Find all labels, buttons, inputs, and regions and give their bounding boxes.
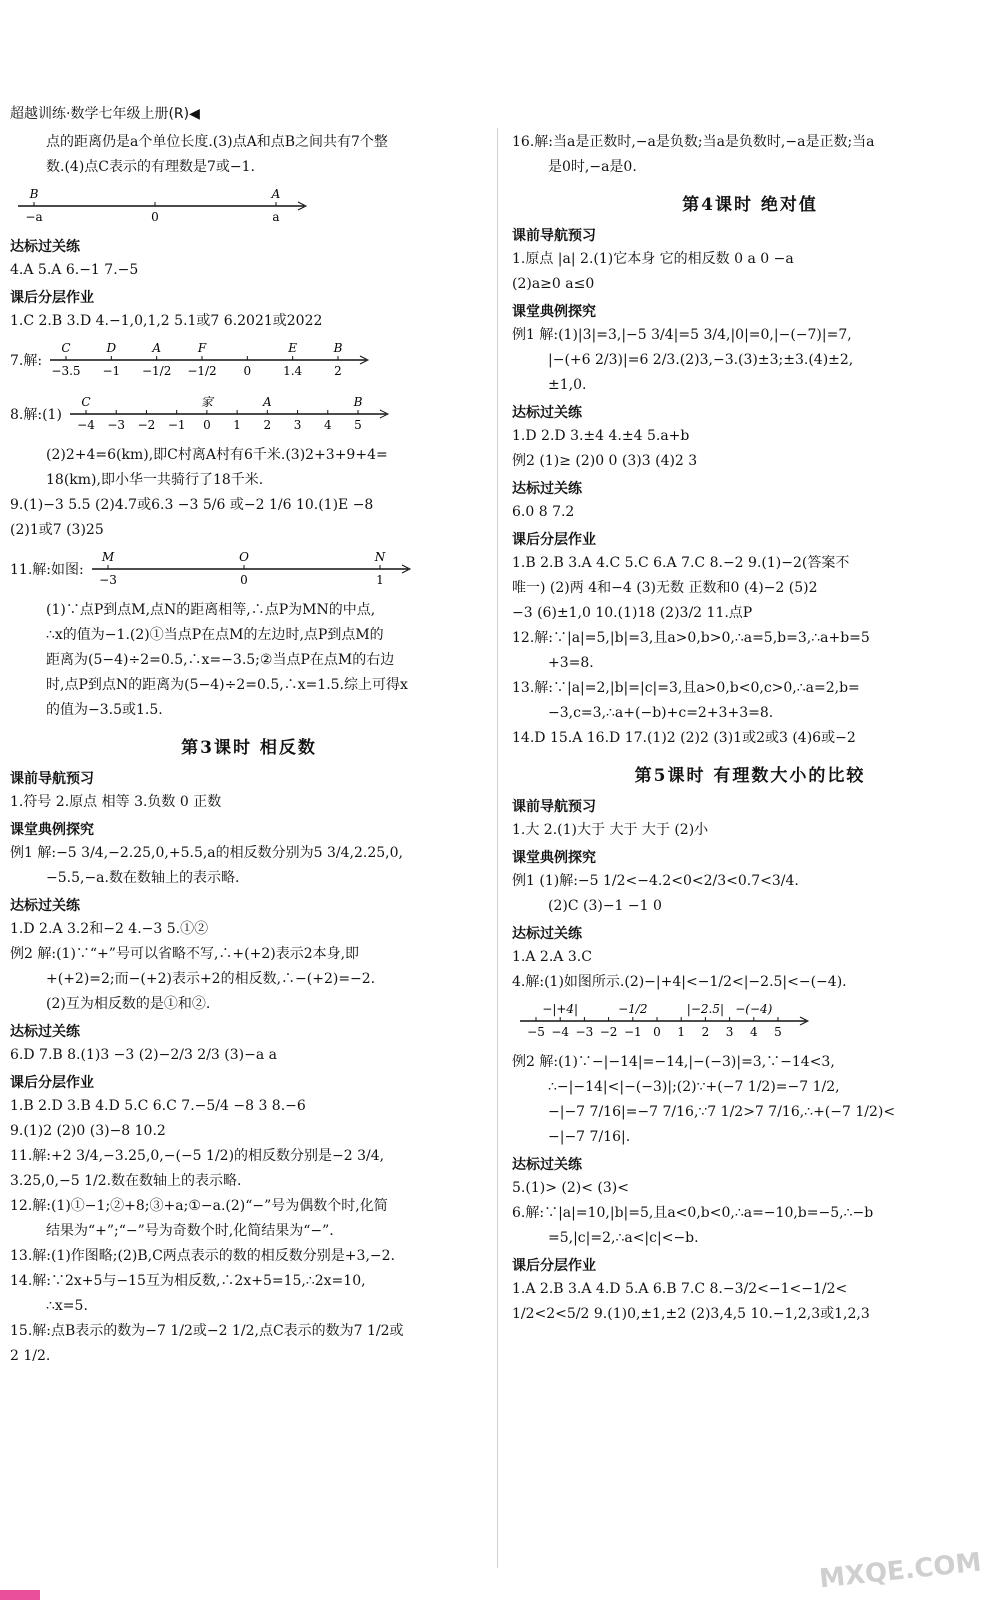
answer-line: ∴−|−14|<|−(−3)|;(2)∵+(−7 1/2)=−7 1/2, (548, 1079, 840, 1095)
answer-line: 例2 解:(1)∵−|−14|=−14,|−(−3)|=3,∵−14<3, (512, 1054, 835, 1070)
answer-line: (1)∵点P到点M,点N的距离相等,∴点P为MN的中点, (46, 602, 376, 618)
answer-line: 1.A 2.B 3.A 4.D 5.A 6.B 7.C 8.−3/2<−1<−1/2< (512, 1281, 848, 1297)
answer-line: ∴x=5. (46, 1298, 88, 1314)
number-line-tick-label: −4 (551, 1025, 570, 1039)
answer-line: 15.解:点B表示的数为−7 1/2或−2 1/2,点C表示的数为7 1/2或 (10, 1323, 404, 1339)
number-line-point-label: −|+4| (542, 1002, 579, 1016)
answer-line: 4.A 5.A 6.−1 7.−5 (10, 262, 139, 278)
number-line-tick-label: −3 (107, 418, 125, 432)
section-heading: 达标过关练 (10, 239, 80, 255)
answer-line: 9.(1)−3 5.5 (2)4.7或6.3 −3 5/6 或−2 1/6 10.(1)E −8 (10, 497, 374, 513)
answer-line: 时,点P到点N的距离为(5−4)÷2=0.5,∴x=1.5.综上可得x (46, 677, 408, 693)
number-line-tick-label: −3.5 (51, 364, 81, 378)
answer-line: −3,c=3,∴a+(−b)+c=2+3+3=8. (548, 705, 774, 721)
right-column (512, 128, 988, 1328)
answer-line: 16.解:当a是正数时,−a是负数;当a是负数时,−a是正数;当a (512, 134, 875, 150)
section-heading: 达标过关练 (10, 1024, 80, 1040)
answer-line: +3=8. (548, 655, 594, 671)
number-line-tick-label: −1/2 (142, 364, 172, 378)
number-line-tick-label: −2 (137, 418, 156, 432)
page-header: 超越训练·数学七年级上册(R)◀ (10, 106, 200, 122)
number-line-tick-label: −3 (98, 573, 117, 587)
number-line-tick-label: 0 (151, 210, 159, 224)
answer-line: 1.C 2.B 3.D 4.−1,0,1,2 5.1或7 6.2021或2022 (10, 313, 323, 329)
number-line-point-label: E (288, 341, 298, 355)
number-line-tick-label: 0 (202, 418, 211, 432)
number-line-point-label: N (374, 550, 385, 564)
number-line (512, 997, 988, 1045)
number-line-tick-label: −5 (527, 1025, 545, 1039)
number-line-tick-label: 1.4 (283, 364, 303, 378)
answer-line: ∴x的值为−1.(2)①当点P在点M的左边时,点P到点M的 (46, 627, 384, 643)
number-line-point-label: F (197, 341, 207, 355)
answer-line: =5,|c|=2,∴a<|c|<−b. (548, 1230, 699, 1246)
answer-line: (2)a≥0 a≤0 (512, 276, 595, 292)
number-line-tick-label: −1 (623, 1025, 642, 1039)
number-line-point-label: B (353, 395, 363, 409)
answer-line: −|−7 7/16|. (548, 1129, 631, 1145)
lesson-title: 第5课时 有理数大小的比较 (634, 766, 866, 786)
number-line (10, 336, 488, 384)
answer-line: (2)1或7 (3)25 (10, 522, 104, 538)
number-line-svg (512, 997, 812, 1045)
section-heading: 达标过关练 (512, 481, 582, 497)
section-heading: 达标过关练 (512, 926, 582, 942)
number-line-tick-label: 0 (239, 573, 248, 587)
watermark-logo: MXQE.COM (818, 1547, 984, 1595)
answer-line: 例2 解:(1)∵“+”号可以省略不写,∴+(+2)表示2本身,即 (10, 946, 360, 962)
number-line-tick-label: −2 (599, 1025, 618, 1039)
section-heading: 课后分层作业 (10, 290, 94, 306)
number-line-tick-label: 5 (774, 1025, 782, 1039)
answer-line: 5.(1)> (2)< (3)< (512, 1180, 629, 1196)
section-heading: 课后分层作业 (512, 1258, 596, 1274)
number-line-tick-label: 1 (375, 573, 384, 587)
section-heading: 课后分层作业 (10, 1075, 94, 1091)
answer-line: 13.解:(1)作图略;(2)B,C两点表示的数的相反数分别是+3,−2. (10, 1248, 395, 1264)
number-line-svg (10, 182, 310, 230)
number-line-point-label: B (29, 187, 39, 201)
answer-line: (2)2+4=6(km),即C村离A村有6千米.(3)2+3+9+4= (46, 447, 388, 463)
answer-line: 数.(4)点C表示的有理数是7或−1. (46, 159, 255, 175)
answer-line: 1.B 2.D 3.B 4.D 5.C 6.C 7.−5/4 −8 3 8.−6 (10, 1098, 306, 1114)
number-line-tick-label: 4 (749, 1025, 758, 1039)
number-line-point-label: A (152, 341, 162, 355)
answer-line: 例1 解:(1)|3|=3,|−5 3/4|=5 3/4,|0|=0,|−(−7)|=7, (512, 327, 852, 343)
answer-line: 例2 (1)≥ (2)0 0 (3)3 (4)2 3 (512, 453, 698, 469)
answer-line: 4.解:(1)如图所示.(2)−|+4|<−1/2<|−2.5|<−(−4). (512, 974, 847, 990)
answer-line: 例1 解:−5 3/4,−2.25,0,+5.5,a的相反数分别为5 3/4,2.25,0, (10, 845, 403, 861)
answer-line: 点的距离仍是a个单位长度.(3)点A和点B之间共有7个整 (46, 134, 388, 150)
number-line-point-label: B (333, 341, 343, 355)
number-line-prefix: 11.解:如图: (10, 562, 84, 578)
number-line (10, 545, 488, 593)
number-line-tick-label: 2 (701, 1025, 710, 1039)
number-line-tick-label: 1 (233, 418, 241, 432)
number-line-tick-label: 0 (243, 364, 252, 378)
number-line-tick-label: 3 (293, 418, 302, 432)
answer-line: ±1,0. (548, 377, 587, 393)
answer-line: 12.解:∵|a|=5,|b|=3,且a>0,b>0,∴a=5,b=3,∴a+b=5 (512, 630, 870, 646)
answer-line: |−(+6 2/3)|=6 2/3.(2)3,−3.(3)±3;±3.(4)±2, (548, 352, 854, 368)
number-line-svg (84, 545, 414, 593)
number-line (10, 390, 488, 438)
answer-line: 1.D 2.D 3.±4 4.±4 5.a+b (512, 428, 690, 444)
answer-line: −|−7 7/16|=−7 7/16,∵7 1/2>7 7/16,∴+(−7 1/2)< (548, 1104, 896, 1120)
number-line-point-label: A (271, 187, 281, 201)
answer-line: (2)互为相反数的是①和②. (46, 996, 211, 1012)
number-line-point-label: C (81, 395, 91, 409)
number-line (10, 182, 488, 230)
answer-line: −5.5,−a.数在数轴上的表示略. (46, 870, 240, 886)
number-line-point-label: M (101, 550, 114, 564)
number-line-point-label: O (238, 550, 249, 564)
number-line-svg (42, 336, 372, 384)
number-line-prefix: 7.解: (10, 353, 43, 369)
answer-line: 6.解:∵|a|=10,|b|=5,且a<0,b<0,∴a=−10,b=−5,∴−b (512, 1205, 874, 1221)
answer-line: (2)C (3)−1 −1 0 (548, 898, 662, 914)
section-heading: 课前导航预习 (10, 771, 94, 787)
answer-line: 结果为“+”;“−”号为奇数个时,化简结果为“−”. (46, 1223, 334, 1239)
section-heading: 达标过关练 (512, 1157, 582, 1173)
number-line-tick-label: 5 (354, 418, 362, 432)
answer-line: −3 (6)±1,0 10.(1)18 (2)3/2 11.点P (512, 605, 753, 621)
number-line-tick-label: −1 (167, 418, 186, 432)
number-line-point-label: −(−4) (735, 1002, 773, 1016)
number-line-tick-label: 2 (334, 364, 342, 378)
answer-line: 1.大 2.(1)大于 大于 大于 (2)小 (512, 822, 709, 838)
number-line-tick-label: a (272, 210, 280, 224)
number-line-tick-label: −3 (575, 1025, 594, 1039)
section-heading: 达标过关练 (512, 405, 582, 421)
answer-line: 3.25,0,−5 1/2.数在数轴上的表示略. (10, 1173, 242, 1189)
number-line-point-label: C (61, 341, 71, 355)
section-heading: 达标过关练 (10, 898, 80, 914)
number-line-prefix: 8.解:(1) (10, 407, 62, 423)
number-line-tick-label: −1/2 (187, 364, 217, 378)
answer-line: 18(km),即小华一共骑行了18千米. (46, 472, 264, 488)
number-line-svg (62, 390, 392, 438)
answer-line: 6.D 7.B 8.(1)3 −3 (2)−2/3 2/3 (3)−a a (10, 1047, 277, 1063)
answer-line: 1.D 2.A 3.2和−2 4.−3 5.①② (10, 921, 209, 937)
lesson-title: 第3课时 相反数 (181, 738, 317, 758)
number-line-point-label: −1/2 (618, 1002, 648, 1016)
answer-line: 例1 (1)解:−5 1/2<−4.2<0<2/3<0.7<3/4. (512, 873, 799, 889)
answer-line: 14.解:∵2x+5与−15互为相反数,∴2x+5=15,∴2x=10, (10, 1273, 366, 1289)
answer-line: 6.0 8 7.2 (512, 504, 575, 520)
answer-line: 13.解:∵|a|=2,|b|=|c|=3,且a>0,b<0,c>0,∴a=2,b= (512, 680, 860, 696)
number-line-point-label: D (106, 341, 117, 355)
answer-line: 1.原点 |a| 2.(1)它本身 它的相反数 0 a 0 −a (512, 251, 794, 267)
column-divider (497, 128, 498, 1568)
section-heading: 课前导航预习 (512, 228, 596, 244)
section-heading: 课堂典例探究 (10, 822, 94, 838)
number-line-tick-label: −4 (77, 418, 95, 432)
number-line-tick-label: 1 (677, 1025, 686, 1039)
answer-line: +(+2)=2;而−(+2)表示+2的相反数,∴−(+2)=−2. (46, 971, 376, 987)
section-heading: 课堂典例探究 (512, 850, 596, 866)
answer-line: 9.(1)2 (2)0 (3)−8 10.2 (10, 1123, 166, 1139)
section-heading: 课后分层作业 (512, 532, 596, 548)
answer-line: 唯一) (2)两 4和−4 (3)无数 正数和0 (4)−2 (5)2 (512, 580, 818, 596)
number-line-tick-label: 3 (725, 1025, 734, 1039)
answer-line: 是0时,−a是0. (548, 159, 637, 175)
number-line-tick-label: −a (25, 210, 43, 224)
lesson-title: 第4课时 绝对值 (682, 195, 818, 215)
answer-line: 1/2<2<5/2 9.(1)0,±1,±2 (2)3,4,5 10.−1,2,3或1,2,3 (512, 1306, 870, 1322)
number-line-tick-label: 2 (263, 418, 272, 432)
number-line-point-label: 家 (200, 395, 213, 409)
answer-line: 1.A 2.A 3.C (512, 949, 592, 965)
answer-line: 12.解:(1)①−1;②+8;③+a;①−a.(2)“−”号为偶数个时,化简 (10, 1198, 388, 1214)
section-heading: 课堂典例探究 (512, 304, 596, 320)
answer-line: 1.符号 2.原点 相等 3.负数 0 正数 (10, 794, 222, 810)
number-line-point-label: A (262, 395, 272, 409)
number-line-tick-label: −1 (102, 364, 121, 378)
answer-line: 2 1/2. (10, 1348, 51, 1364)
answer-line: 1.B 2.B 3.A 4.C 5.C 6.A 7.C 8.−2 9.(1)−2(答案不 (512, 555, 850, 571)
answer-line: 距离为(5−4)÷2=0.5,∴x=−3.5;②当点P在点M的右边 (46, 652, 395, 668)
number-line-tick-label: 4 (323, 418, 332, 432)
section-heading: 课前导航预习 (512, 799, 596, 815)
answer-line: 14.D 15.A 16.D 17.(1)2 (2)2 (3)1或2或3 (4)6或−2 (512, 730, 856, 746)
number-line-tick-label: 0 (653, 1025, 661, 1039)
left-column (10, 128, 488, 1370)
page-color-tab (0, 1590, 40, 1600)
answer-line: 11.解:+2 3/4,−3.25,0,−(−5 1/2)的相反数分别是−2 3/4, (10, 1148, 385, 1164)
answer-line: 的值为−3.5或1.5. (46, 702, 163, 718)
number-line-point-label: |−2.5| (686, 1002, 725, 1016)
